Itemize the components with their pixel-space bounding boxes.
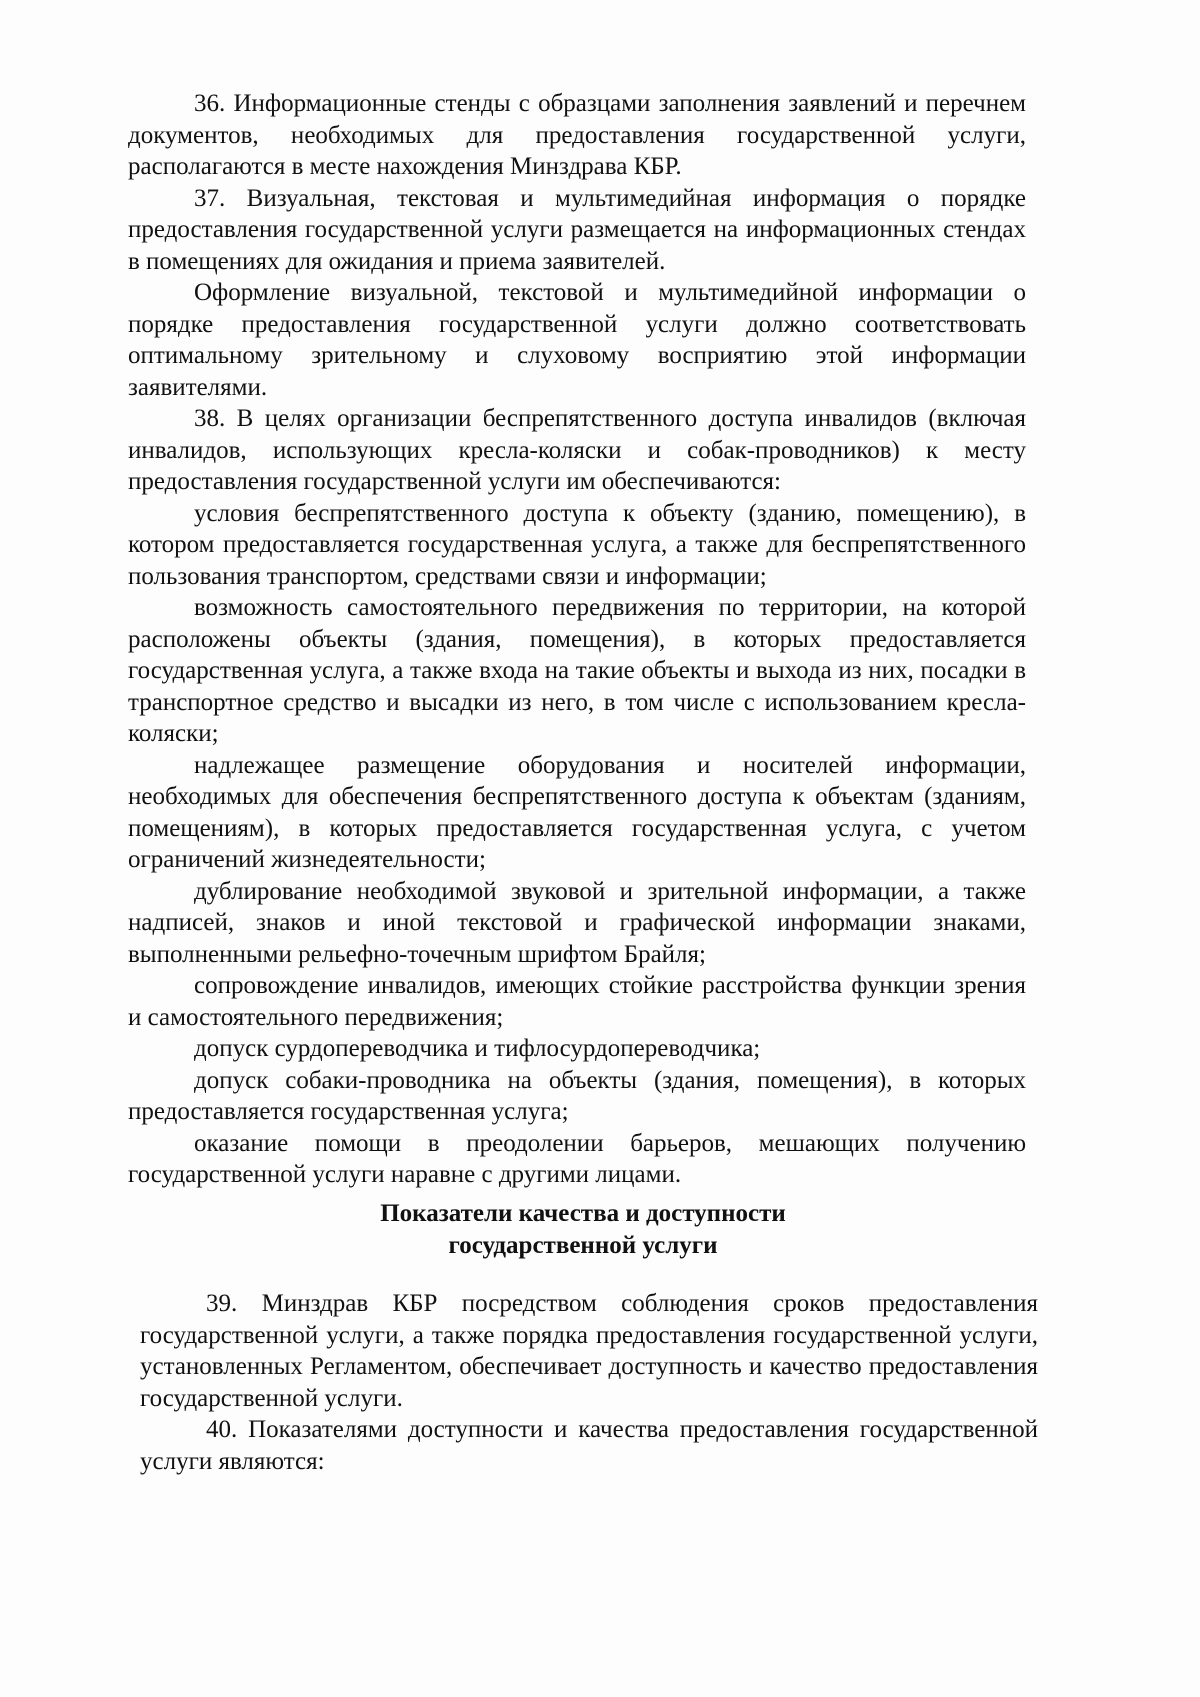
paragraph-38-item-guide-dog: допуск собаки-проводника на объекты (здания, помещения), в которых предоставляется государственная услуга; bbox=[128, 1066, 1026, 1125]
paragraph-38-item-equipment: надлежащее размещение оборудования и носителей информации, необходимых для обеспечения беспрепятственного доступа к объектам (зданиям, помещениям), в которых предоставляется государственная услуга, с учетом ограничений жизнедеятельности; bbox=[128, 751, 1026, 873]
paragraph-37-design: Оформление визуальной, текстовой и мультимедийной информации о порядке предоставления государственной услуги должно соответствовать оптимальному зрительному и слуховому восприятию этой информации заявителями. bbox=[128, 279, 1026, 401]
paragraph-38-item-conditions: условия беспрепятственного доступа к объекту (зданию, помещению), в котором предоставляется государственная услуга, а также для беспрепятственного пользования транспортом, средствами связи и информации; bbox=[128, 499, 1026, 590]
paragraph-37: 37. Визуальная, текстовая и мультимедийная информация о порядке предоставления государственной услуги размещается на информационных стендах в помещениях для ожидания и приема заявителей. bbox=[128, 184, 1026, 275]
paragraph-38-item-interpreter: допуск сурдопереводчика и тифлосурдопереводчика; bbox=[194, 1035, 761, 1062]
paragraph-38-item-escort: сопровождение инвалидов, имеющих стойкие расстройства функции зрения и самостоятельного передвижения; bbox=[128, 972, 1026, 1031]
paragraph-38-item-duplication: дублирование необходимой звуковой и зрительной информации, а также надписей, знаков и иной текстовой и графической информации знаками, выполненными рельефно-точечным шрифтом Брайля; bbox=[128, 877, 1026, 968]
section-heading bbox=[128, 1198, 1038, 1261]
paragraph-40: 40. Показателями доступности и качества предоставления государственной услуги являются: bbox=[140, 1416, 1038, 1475]
document-body-bottom bbox=[140, 1288, 1038, 1477]
paragraph-39: 39. Минздрав КБР посредством соблюдения сроков предоставления государственной услуги, а также порядка предоставления государственной услуги, установленных Регламентом, обеспечивает доступность и качество предоставления государственной услуги. bbox=[140, 1290, 1038, 1412]
paragraph-38-item-movement: возможность самостоятельного передвижения по территории, на которой расположены объекты (здания, помещения), в которых предоставляется государственная услуга, а также входа на такие объекты и выхода из них, посадки в транспортное средство и высадки из него, в том числе с использованием кресла-коляски; bbox=[128, 594, 1026, 747]
paragraph-38: 38. В целях организации беспрепятственного доступа инвалидов (включая инвалидов, использующих кресла-коляски и собак-проводников) к месту предоставления государственной услуги им обеспечиваются: bbox=[128, 405, 1026, 495]
section-heading-line1: Показатели качества и доступности bbox=[380, 1200, 786, 1227]
paragraph-38-item-assistance: оказание помощи в преодолении барьеров, мешающих получению государственной услуги наравне с другими лицами. bbox=[128, 1129, 1026, 1188]
paragraph-36: 36. Информационные стенды с образцами заполнения заявлений и перечнем документов, необходимых для предоставления государственной услуги, располагаются в месте нахождения Минздрава КБР. bbox=[128, 90, 1026, 180]
document-body-top bbox=[128, 88, 1026, 1191]
section-heading-line2: государственной услуги bbox=[448, 1231, 718, 1259]
